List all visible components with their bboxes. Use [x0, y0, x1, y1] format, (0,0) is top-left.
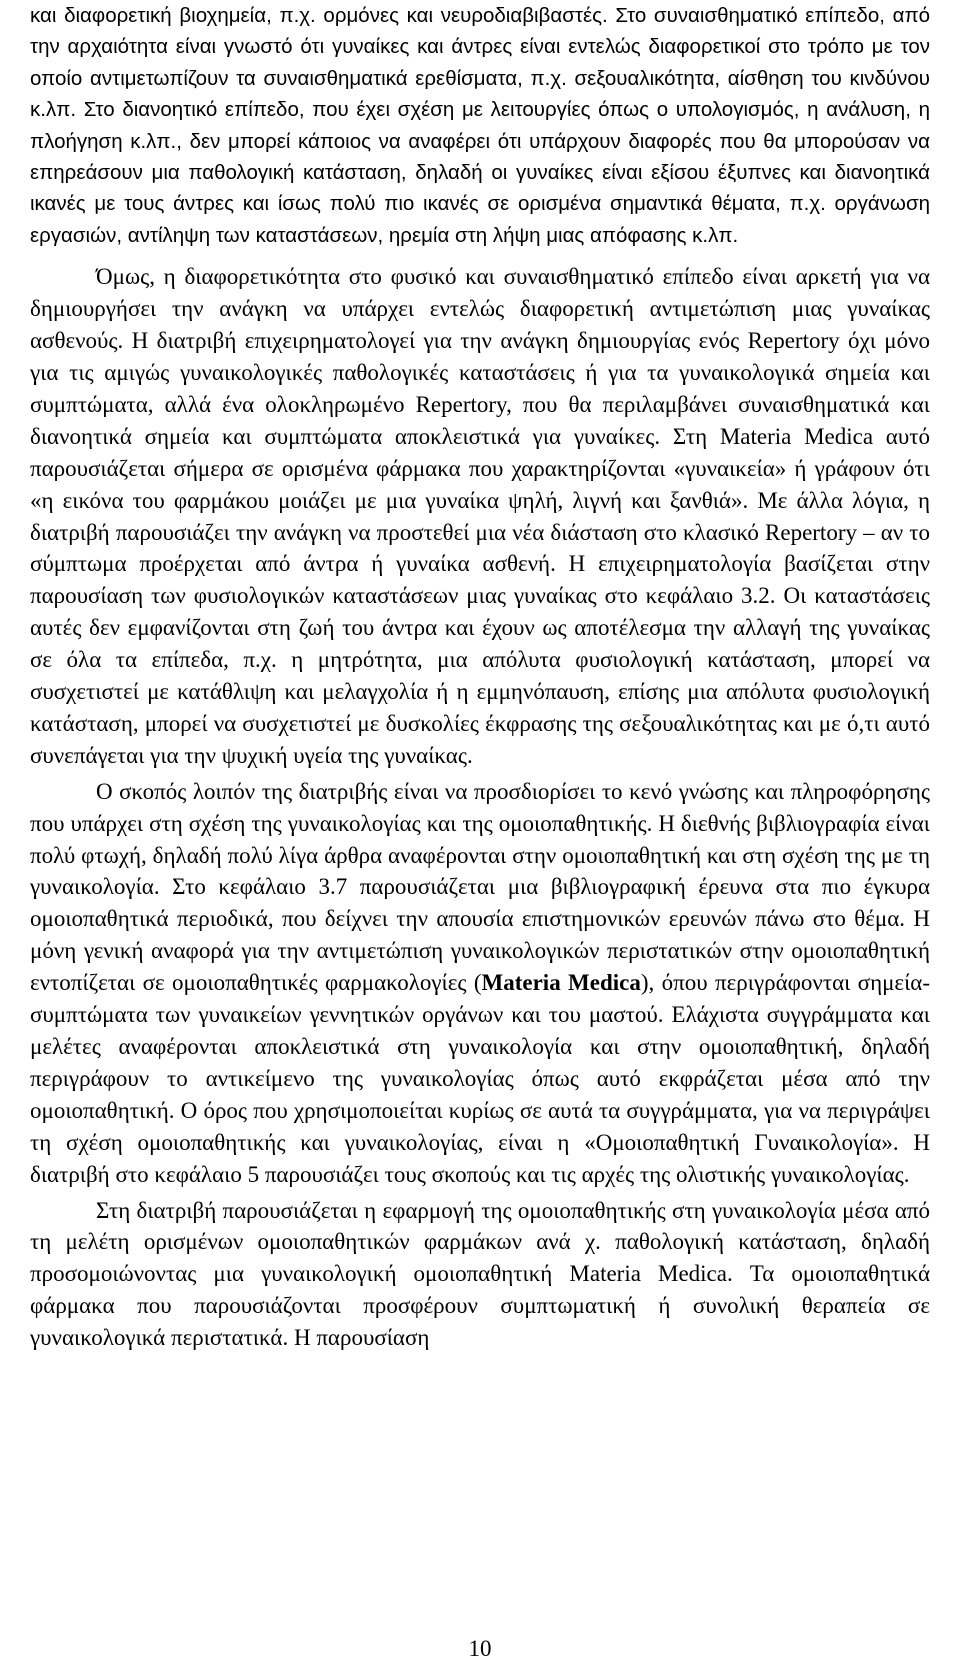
paragraph-1: και διαφορετική βιοχημεία, π.χ. ορμόνες και νευροδιαβιβαστές. Στο συναισθηματικό επίπεδο, από την αρχαιότητα είναι γνωστό ότι γυναίκες και άντρες είναι εντελώς διαφορετικοί στο τρόπο με τον οποίο αντιμετωπίζουν τα συναισθηματικά ερεθίσματα, π.χ. σεξουαλικότητα, αίσθηση του κινδύνου κ.λπ. Στο διανοητικό επίπεδο, που έχει σχέση με λειτουργίες όπως ο υπολογισμός, η ανάλυση, η πλοήγηση κ.λπ., δεν μπορεί κάποιος να αναφέρει ότι υπάρχουν διαφορές που θα μπορούσαν να επηρεάσουν μια παθολογική κατάσταση, δηλαδή οι γυναίκες είναι εξίσου έξυπνες και διανοητικά ικανές με τους άντρες και ίσως πολύ πιο ικανές σε ορισμένα σημαντικά θέματα, π.χ. οργάνωση εργασιών, αντίληψη των καταστάσεων, ηρεμία στη λήψη μιας απόφασης κ.λπ.	[30, 4, 930, 247]
paragraph-2: Όμως, η διαφορετικότητα στο φυσικό και συναισθηματικό επίπεδο είναι αρκετή για να δημιουργήσει την ανάγκη να υπάρχει εντελώς διαφορετική αντιμετώπιση μιας γυναίκας ασθενούς. Η διατριβή επιχειρηματολογεί για την ανάγκη δημιουργίας ενός Repertory όχι μόνο για τις αμιγώς γυναικολογικές παθολογικές καταστάσεις ή για τα γυναικολογικά σημεία και συμπτώματα, αλλά ένα ολοκληρωμένο Repertory, που θα περιλαμβάνει συναισθηματικά και διανοητικά σημεία και συμπτώματα αποκλειστικά για γυναίκες. Στη Materia Medica αυτό παρουσιάζεται σήμερα σε ορισμένα φάρμακα που χαρακτηρίζονται «γυναικεία» ή γράφουν ότι «η εικόνα του φαρμάκου μοιάζει με μια γυναίκα ψηλή, λιγνή και ξανθιά». Με άλλα λόγια, η διατριβή παρουσιάζει την ανάγκη να προστεθεί μια νέα διάσταση στο κλασικό Repertory – αν το σύμπτωμα προέρχεται από άντρα ή γυναίκα ασθενή. Η επιχειρηματολογία βασίζεται στην παρουσίαση των φυσιολογικών καταστάσεων μιας γυναίκας στο κεφάλαιο 3.2. Οι καταστάσεις αυτές δεν εμφανίζονται στη ζωή του άντρα και έχουν ως αποτέλεσμα την αλλαγή της γυναίκας σε όλα τα επίπεδα, π.χ. η μητρότητα, μια απόλυτα φυσιολογική κατάσταση, μπορεί να συσχετιστεί με κατάθλιψη και μελαγχολία ή η εμμηνόπαυση, επίσης μια απόλυτα φυσιολογική κατάσταση, μπορεί να συσχετιστεί με δυσκολίες έκφρασης της σεξουαλικότητας και με ό,τι αυτό συνεπάγεται για την ψυχική υγεία της γυναίκας.	[30, 264, 930, 768]
page-number: 10	[468, 1636, 492, 1661]
document-page	[30, 0, 930, 1354]
paragraph-3-text-before: Ο σκοπός λοιπόν της διατριβής είναι να προσδιορίσει το κενό γνώσης και πληροφόρησης που υπάρχει στη σχέση της γυναικολογίας και της ομοιοπαθητικής. Η διεθνής βιβλιογραφία είναι πολύ φτωχή, δηλαδή πολύ λίγα άρθρα αναφέρονται στην ομοιοπαθητική και στη σχέση της με τη γυναικολογία. Στο κεφάλαιο 3.7 παρουσιάζεται μια βιβλιογραφική έρευνα στα πιο έγκυρα ομοιοπαθητικά περιοδικά, που δείχνει την απουσία επιστημονικών ερευνών πάνω στο θέμα. Η μόνη γενική αναφορά για την αντιμετώπιση γυναικολογικών περιστατικών στην ομοιοπαθητική εντοπίζεται σε ομοιοπαθητικές φαρμακολογίες (	[30, 778, 930, 996]
paragraph-3-text-after: ), όπου περιγράφονται σημεία-συμπτώματα των γυναικείων γεννητικών οργάνων και του μαστού. Ελάχιστα συγγράμματα και μελέτες αναφέρονται αποκλειστικά στη γυναικολογία και στην ομοιοπαθητική, δηλαδή περιγράφουν το αντικείμενο της γυναικολογίας όπως αυτό εκφράζεται μέσα από την ομοιοπαθητική. Ο όρος που χρησιμοποιείται κυρίως σε αυτά τα συγγράμματα, για να περιγράψει τη σχέση ομοιοπαθητικής και γυναικολογίας, είναι η «Ομοιοπαθητική Γυναικολογία». Η διατριβή στο κεφάλαιο 5 παρουσιάζει τους σκοπούς και τις αρχές της ολιστικής γυναικολογίας.	[30, 970, 930, 1187]
paragraph-3	[30, 776, 930, 1191]
paragraph-4: Στη διατριβή παρουσιάζεται η εφαρμογή της ομοιοπαθητικής στη γυναικολογία μέσα από τη μελέτη ορισμένων ομοιοπαθητικών φαρμάκων ανά χ. παθολογική κατάσταση, δηλαδή προσομοιώνοντας μια γυναικολογική ομοιοπαθητική Materia Medica. Τα ομοιοπαθητικά φάρμακα που παρουσιάζονται προσφέρουν συμπτωματική ή συνολική θεραπεία σε γυναικολογικά περιστατικά. Η παρουσίαση	[30, 1197, 930, 1351]
bold-materia-medica: Materia Medica	[481, 970, 641, 996]
